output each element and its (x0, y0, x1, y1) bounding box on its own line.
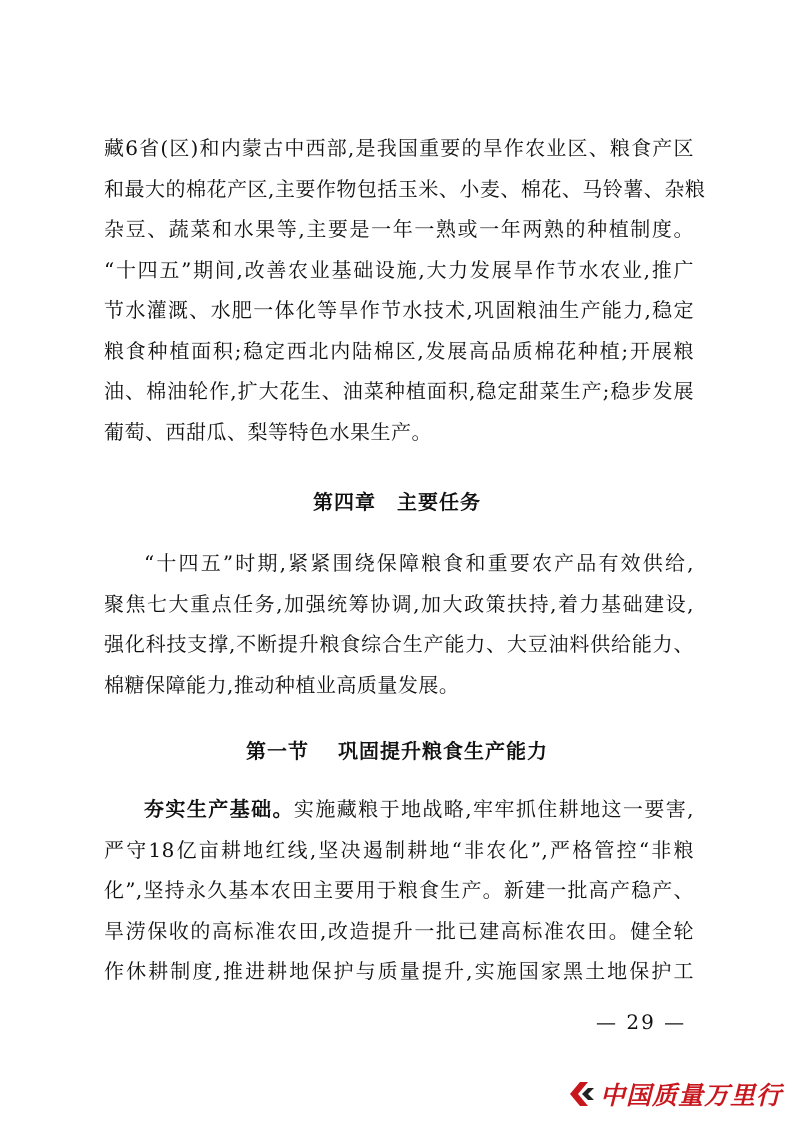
text-line: 粮食种植面积;稳定西北内陆棉区,发展高品质棉花种植;开展粮 (104, 338, 694, 363)
text-line: 强化科技支撑,不断提升粮食综合生产能力、大豆油料供给能力、 (104, 632, 694, 656)
text-line: 严守18亿亩耕地红线,坚决遏制耕地“非农化”,严格管控“非粮 (104, 837, 694, 862)
text-line: 化”,坚持永久基本农田主要用于粮食生产。新建一批高产稳产、 (104, 878, 694, 902)
text-line: “十四五”期间,改善农业基础设施,大力发展旱作节水农业,推广 (104, 257, 694, 282)
text-line: 和最大的棉花产区,主要作物包括玉米、小麦、棉花、马铃薯、杂粮 (104, 176, 706, 201)
text-line: 油、棉油轮作,扩大花生、油菜种植面积,稳定甜菜生产;稳步发展 (104, 379, 694, 403)
brand-chevron-logo-icon (566, 1080, 596, 1108)
text-line: 聚焦七大重点任务,加强统筹协调,加大政策扶持,着力基础建设, (104, 591, 694, 616)
page-number: — 29 — (596, 1010, 687, 1034)
text-line: 旱涝保收的高标准农田,改造提升一批已建高标准农田。健全轮 (104, 918, 694, 943)
text-line: 葡萄、西甜瓜、梨等特色水果生产。 (104, 419, 432, 444)
paragraph-lead: 夯实生产基础。 (144, 797, 294, 821)
text-line: 藏6省(区)和内蒙古中西部,是我国重要的旱作农业区、粮食产区 (104, 136, 694, 160)
chapter-heading: 第四章 主要任务 (313, 490, 481, 514)
text-line: “十四五”时期,紧紧围绕保障粮食和重要农产品有效供给, (144, 551, 694, 575)
text-line: 节水灌溉、水肥一体化等旱作节水技术,巩固粮油生产能力,稳定 (104, 298, 694, 322)
text-line: 作休耕制度,推进耕地保护与质量提升,实施国家黑土地保护工 (104, 959, 694, 983)
body-paragraph-1 (104, 128, 706, 452)
watermark-text: 中国质量万里行 (599, 1081, 782, 1110)
body-paragraph-3 (104, 789, 694, 992)
text-line: 夯实生产基础。实施藏粮于地战略,牢牢抓住耕地这一要害, (144, 797, 694, 821)
text-line: 杂豆、蔬菜和水果等,主要是一年一熟或一年两熟的种植制度。 (104, 217, 694, 241)
watermark (566, 1077, 782, 1111)
body-paragraph-2 (104, 543, 694, 705)
section-heading: 第一节 巩固提升粮食生产能力 (246, 739, 548, 763)
text-line: 棉糖保障能力,推动种植业高质量发展。 (104, 672, 460, 697)
